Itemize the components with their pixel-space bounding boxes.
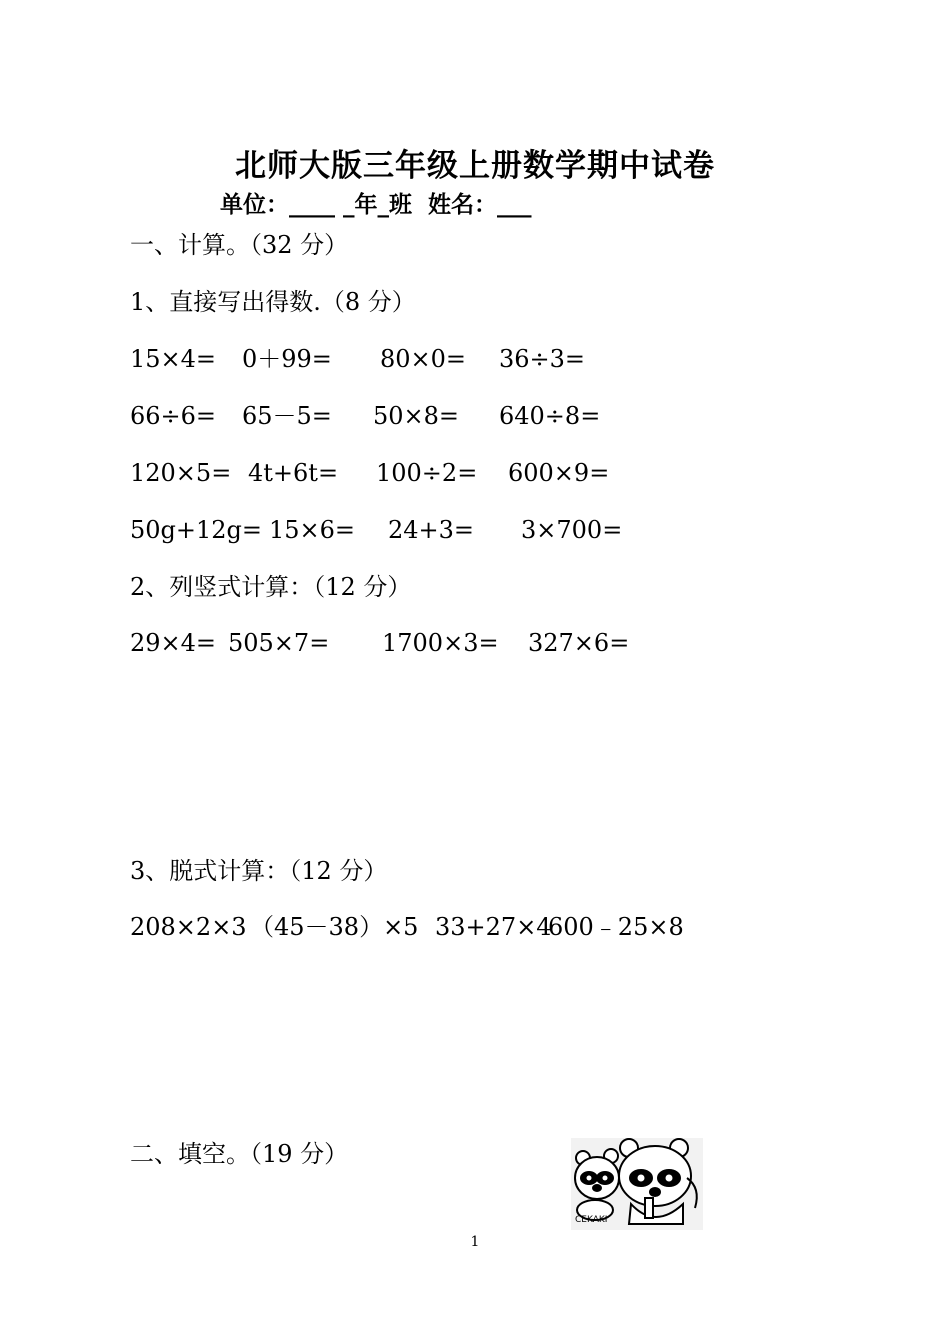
calc-item: 80×0= [380,345,467,373]
calc-item: 15×4= [130,345,217,373]
calc-item: 0＋99= [242,345,332,373]
calc-item: 327×6= [528,629,630,657]
calc-item: 65－5= [242,402,332,430]
calc-item: 505×7= [228,629,330,657]
raccoon-mascot-image [571,1138,703,1230]
student-info-line: 单位：____ _年_班 姓名：___ [220,191,532,218]
calc-item: 33+27×4 [435,913,552,941]
calc-item: 15×6= [269,516,356,544]
calc-item: 66÷6= [130,402,217,430]
section2-heading: 二、填空。（19 分） [130,1140,349,1168]
part3-heading: 3、脱式计算：（12 分） [130,857,388,885]
calc-item: 640÷8= [499,402,601,430]
calc-item: 1700×3= [382,629,499,657]
calc-item: 100÷2= [376,459,478,487]
calc-item: 208×2×3 [130,913,247,941]
calc-item: 600﹣25×8 [548,913,684,941]
page-title: 北师大版三年级上册数学期中试卷 [235,148,715,184]
calc-item: （45－38）×5 [250,913,419,941]
calc-item: 50×8= [373,402,460,430]
calc-item: 29×4= [130,629,217,657]
calc-item: 36÷3= [499,345,586,373]
calc-item: 600×9= [508,459,610,487]
part1-heading: 1、直接写出得数.（8 分） [130,288,416,316]
calc-item: 50g+12g= [130,516,263,544]
calc-item: 3×700= [521,516,623,544]
part2-heading: 2、列竖式计算：（12 分） [130,573,412,601]
section1-heading: 一、计算。（32 分） [130,231,349,259]
calc-item: 24+3= [388,516,475,544]
mascot-label: CEKAKI [575,1215,608,1225]
page-number: 1 [470,1234,480,1250]
calc-item: 120×5= [130,459,232,487]
calc-item: 4t+6t= [248,459,339,487]
